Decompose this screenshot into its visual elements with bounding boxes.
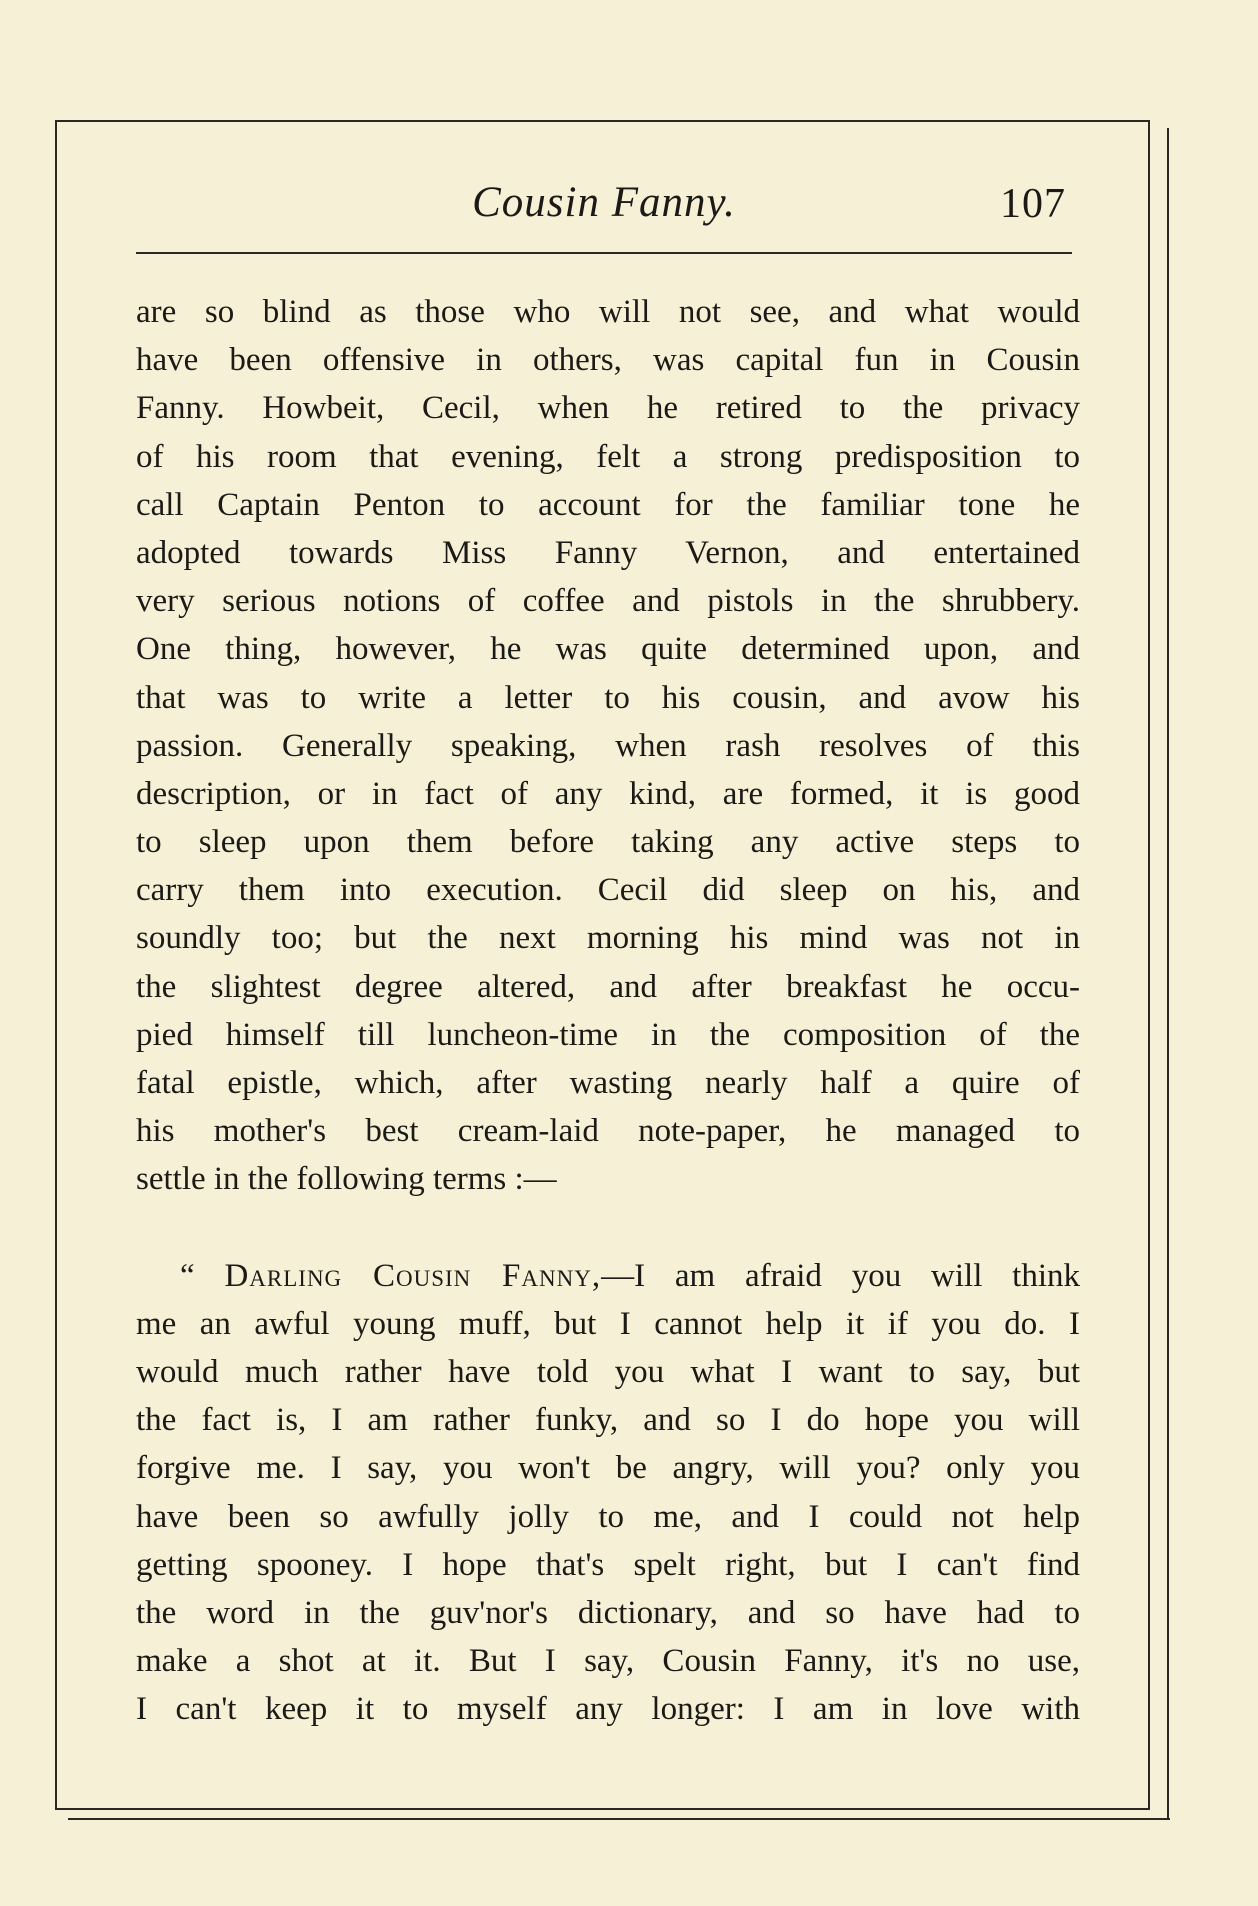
text-line: fatal epistle, which, after wasting nearly half a quire of <box>136 1065 1080 1101</box>
running-title: Cousin Fanny. <box>472 179 736 226</box>
page-number: 107 <box>1000 181 1066 227</box>
text-line: me an awful young muff, but I cannot help it if you do. I <box>136 1305 1080 1342</box>
text-line: very serious notions of coffee and pistols in the shrubbery. <box>136 583 1080 620</box>
text-line: description, or in fact of any kind, are formed, it is good <box>136 775 1080 812</box>
opening-quote: “ <box>180 1257 225 1294</box>
text-line: adopted towards Miss Fanny Vernon, and entertained <box>136 534 1080 571</box>
text-line: the fact is, I am rather funky, and so I do hope you will <box>136 1402 1080 1439</box>
text-line: passion. Generally speaking, when rash resolves of this <box>136 727 1080 764</box>
letter-first-line <box>136 1252 1080 1300</box>
text-line: to sleep upon them before taking any active steps to <box>136 824 1080 861</box>
text-line: soundly too; but the next morning his mind was not in <box>136 920 1080 957</box>
paragraph-narrative <box>136 288 1080 1204</box>
text-line: I can't keep it to myself any longer: I am in love with <box>136 1691 1080 1728</box>
text-line: are so blind as those who will not see, and what would <box>136 294 1080 330</box>
text-line: the slightest degree altered, and after breakfast he occu- <box>136 968 1080 1005</box>
text-line: Fanny. Howbeit, Cecil, when he retired to the privacy <box>136 390 1080 427</box>
paragraph-letter <box>136 1252 1080 1734</box>
text-line: make a shot at it. But I say, Cousin Fanny, it's no use, <box>136 1643 1080 1680</box>
running-head <box>136 172 1072 242</box>
text-line: settle in the following terms :— <box>136 1161 557 1198</box>
text-line: carry them into execution. Cecil did sleep on his, and <box>136 872 1080 909</box>
text-line: One thing, however, he was quite determined upon, and <box>136 631 1080 668</box>
body-text <box>136 288 1080 1733</box>
text-line: his mother's best cream-laid note-paper, he managed to <box>136 1113 1080 1150</box>
text-line: forgive me. I say, you won't be angry, will you? only you <box>136 1450 1080 1487</box>
text-line: call Captain Penton to account for the familiar tone he <box>136 486 1080 523</box>
header-rule <box>136 252 1072 254</box>
text-line: the word in the guv'nor's dictionary, and so have had to <box>136 1594 1080 1631</box>
page-border-shadow-right <box>1167 128 1169 1818</box>
text-line: have been offensive in others, was capital fun in Cousin <box>136 342 1080 379</box>
page-border-shadow-bottom <box>68 1818 1170 1820</box>
text-line: have been so awfully jolly to me, and I could not help <box>136 1498 1080 1535</box>
text-line: pied himself till luncheon-time in the composition of the <box>136 1016 1080 1053</box>
letter-salutation: Darling Cousin Fanny, <box>224 1257 602 1294</box>
text-line: of his room that evening, felt a strong predisposition to <box>136 438 1080 475</box>
text-line: that was to write a letter to his cousin, and avow his <box>136 679 1080 716</box>
text-line: would much rather have told you what I want to say, but <box>136 1353 1080 1390</box>
letter-first-line-rest: —I am afraid you will think <box>601 1257 1080 1294</box>
text-line: getting spooney. I hope that's spelt right, but I can't find <box>136 1546 1080 1583</box>
paragraph-gap <box>136 1204 1080 1252</box>
